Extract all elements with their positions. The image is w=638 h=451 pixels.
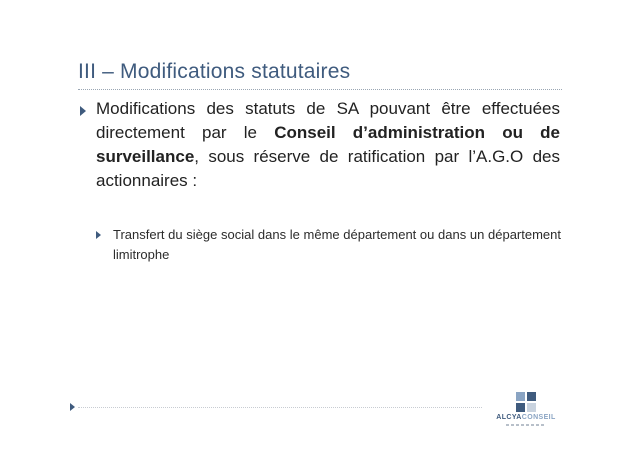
logo-text-accent: CONSEIL <box>521 414 556 421</box>
slide-title: III – Modifications statutaires <box>78 60 351 83</box>
bullet-main-text-part2: , sous réserve de ratification par l’A.G.O des actionnaires : <box>96 147 560 190</box>
bullet-main-text-part1: Modifications des statuts de SA pouvant être effectuées directement par le <box>96 99 560 142</box>
title-divider <box>78 89 562 90</box>
logo-text-main: ALCYA <box>496 414 522 421</box>
logo-text <box>486 414 566 421</box>
sub-bullet-text: Transfert du siège social dans le même département ou dans un département limitrophe <box>113 227 561 262</box>
bullet-arrow-icon <box>80 106 86 116</box>
company-logo <box>486 392 566 432</box>
logo-tagline-decoration <box>506 424 546 426</box>
sub-bullet-arrow-icon <box>96 231 101 239</box>
footer-arrow-icon <box>70 403 75 411</box>
bullet-main-text-bold: Conseil d’administration ou de surveillance <box>96 123 560 166</box>
footer-divider <box>78 407 482 408</box>
logo-mark-icon <box>516 392 536 412</box>
bullet-main-text <box>96 97 560 193</box>
